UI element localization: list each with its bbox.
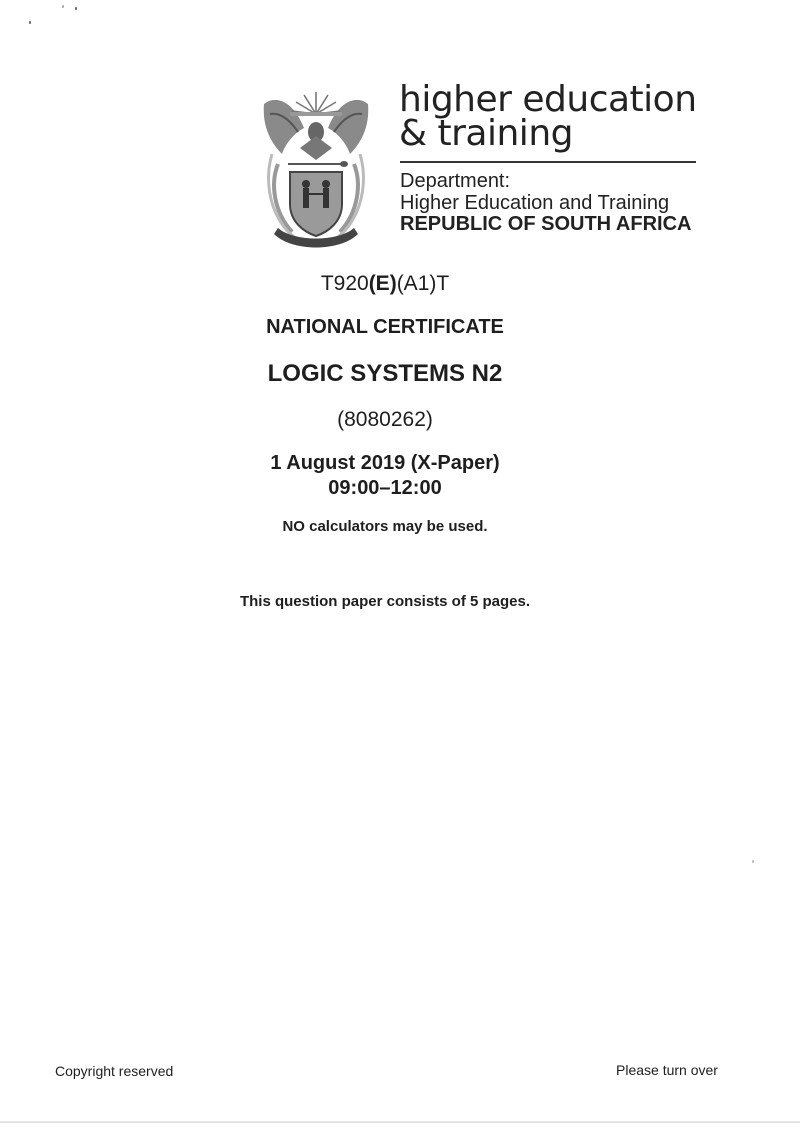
exam-date: 1 August 2019 (X-Paper) [270,452,500,474]
paper-code-suffix: (A1)T [396,272,450,295]
page-bottom-edge [0,1121,800,1123]
page-count-note: This question paper consists of 5 pages. [239,593,531,610]
footer-turn-over: Please turn over [616,1062,718,1078]
exam-time: 09:00–12:00 [328,477,442,499]
certificate-title: NATIONAL CERTIFICATE [266,316,504,338]
paper-code-prefix: T920 [320,272,369,295]
brand-title-line1: higher education [399,79,697,120]
subject-title: LOGIC SYSTEMS N2 [267,360,503,387]
brand-divider [400,161,696,163]
paper-code-language: (E) [368,272,397,295]
department-label: Department: [400,170,511,192]
paper-code [0,272,770,296]
department-country: REPUBLIC OF SOUTH AFRICA [400,213,692,235]
subject-code: (8080262) [337,408,433,431]
department-name: Higher Education and Training [400,192,670,214]
coat-of-arms-icon [256,84,376,256]
footer-copyright: Copyright reserved [55,1063,174,1079]
brand-title-line2: & training [399,113,573,154]
calculator-instruction: NO calculators may be used. [282,518,488,535]
